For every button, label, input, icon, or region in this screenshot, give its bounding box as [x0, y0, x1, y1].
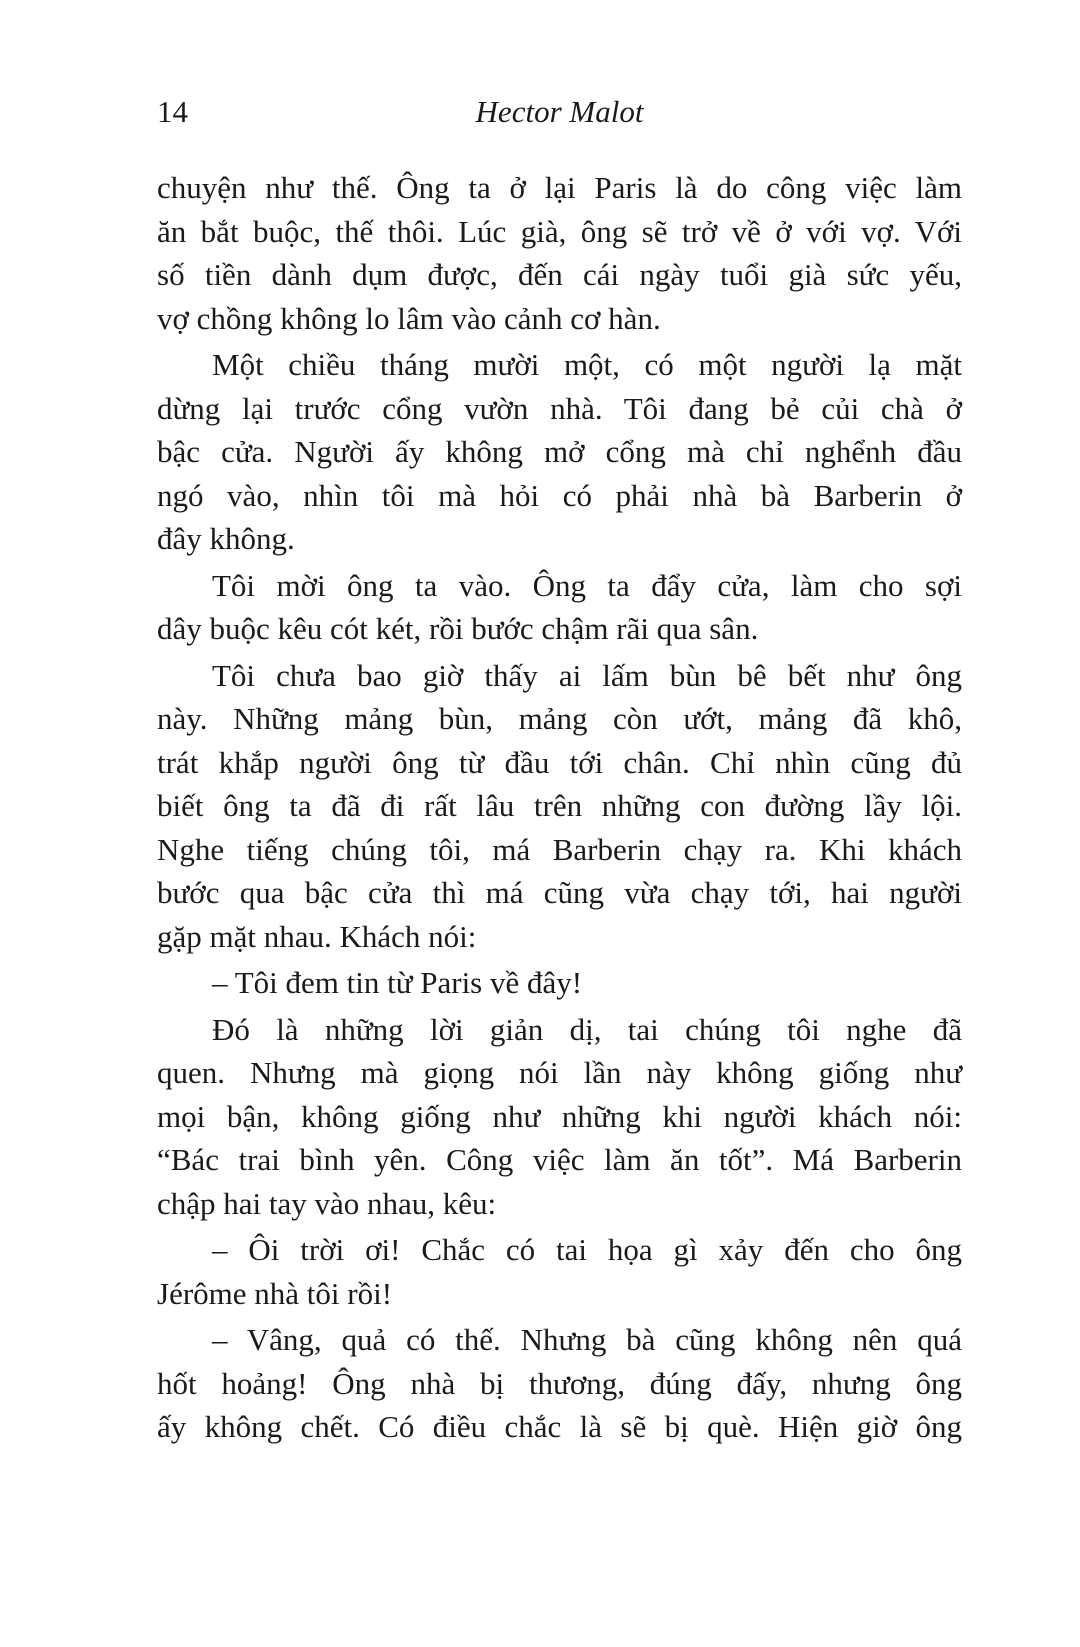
- text-line: Nghe tiếng chúng tôi, má Barberin chạy ra. Khi khách: [157, 831, 962, 867]
- text-line: Tôi mời ông ta vào. Ông ta đẩy cửa, làm cho sợi: [212, 567, 962, 603]
- text-line: Đó là những lời giản dị, tai chúng tôi nghe đã: [212, 1011, 962, 1047]
- text-line: số tiền dành dụm được, đến cái ngày tuổi già sức yếu,: [157, 257, 962, 292]
- text-line: ấy không chết. Có điều chắc là sẽ bị què. Hiện giờ ông: [157, 1409, 962, 1444]
- text-line: bước qua bậc cửa thì má cũng vừa chạy tới, hai người: [157, 875, 962, 910]
- paragraph: [157, 343, 962, 561]
- text-line: hốt hoảng! Ông nhà bị thương, đúng đấy, nhưng ông: [157, 1365, 962, 1401]
- text-line: quen. Nhưng mà giọng nói lần này không giống như: [157, 1055, 962, 1090]
- text-line: “Bác trai bình yên. Công việc làm ăn tốt”. Má Barberin: [157, 1142, 962, 1177]
- text-line: vợ chồng không lo lâm vào cảnh cơ hàn.: [157, 300, 661, 336]
- text-line: dừng lại trước cổng vườn nhà. Tôi đang bẻ củi chà ở: [157, 390, 962, 426]
- text-line: Jérôme nhà tôi rồi!: [157, 1275, 393, 1311]
- text-line: trát khắp người ông từ đầu tới chân. Chỉ nhìn cũng đủ: [157, 744, 962, 780]
- text-line: – Vâng, quả có thế. Nhưng bà cũng không nên quá: [212, 1322, 962, 1357]
- text-line: – Tôi đem tin từ Paris về đây!: [212, 965, 583, 1000]
- text-line: bậc cửa. Người ấy không mở cổng mà chỉ nghểnh đầu: [157, 434, 962, 469]
- text-line: Một chiều tháng mười một, có một người lạ mặt: [212, 347, 962, 382]
- page-body: [157, 166, 962, 1449]
- paragraph: [157, 166, 962, 340]
- text-line: ăn bắt buộc, thế thôi. Lúc già, ông sẽ trở về ở với vợ. Với: [157, 213, 962, 249]
- paragraph: [157, 1008, 962, 1226]
- paragraph: [157, 961, 962, 1005]
- paragraph: [157, 654, 962, 959]
- text-line: ngó vào, nhìn tôi mà hỏi có phải nhà bà Barberin ở: [157, 477, 962, 513]
- text-line: này. Những mảng bùn, mảng còn ướt, mảng đã khô,: [157, 701, 962, 736]
- page-header: [157, 92, 962, 132]
- text-line: biết ông ta đã đi rất lâu trên những con đường lầy lội.: [157, 788, 962, 823]
- text-line: chập hai tay vào nhau, kêu:: [157, 1185, 497, 1221]
- text-line: – Ôi trời ơi! Chắc có tai họa gì xảy đến cho ông: [212, 1232, 962, 1267]
- paragraph: [157, 564, 962, 651]
- text-line: mọi bận, không giống như những khi người khách nói:: [157, 1098, 962, 1134]
- paragraph: [157, 1228, 962, 1315]
- text-line: gặp mặt nhau. Khách nói:: [157, 918, 477, 954]
- text-line: dây buộc kêu cót két, rồi bước chậm rãi qua sân.: [157, 611, 759, 646]
- running-title: Hector Malot: [475, 94, 644, 129]
- text-line: đây không.: [157, 521, 295, 556]
- page-number: 14: [157, 94, 188, 129]
- paragraph: [157, 1318, 962, 1449]
- text-line: Tôi chưa bao giờ thấy ai lấm bùn bê bết như ông: [212, 657, 962, 693]
- text-line: chuyện như thế. Ông ta ở lại Paris là do công việc làm: [157, 170, 962, 205]
